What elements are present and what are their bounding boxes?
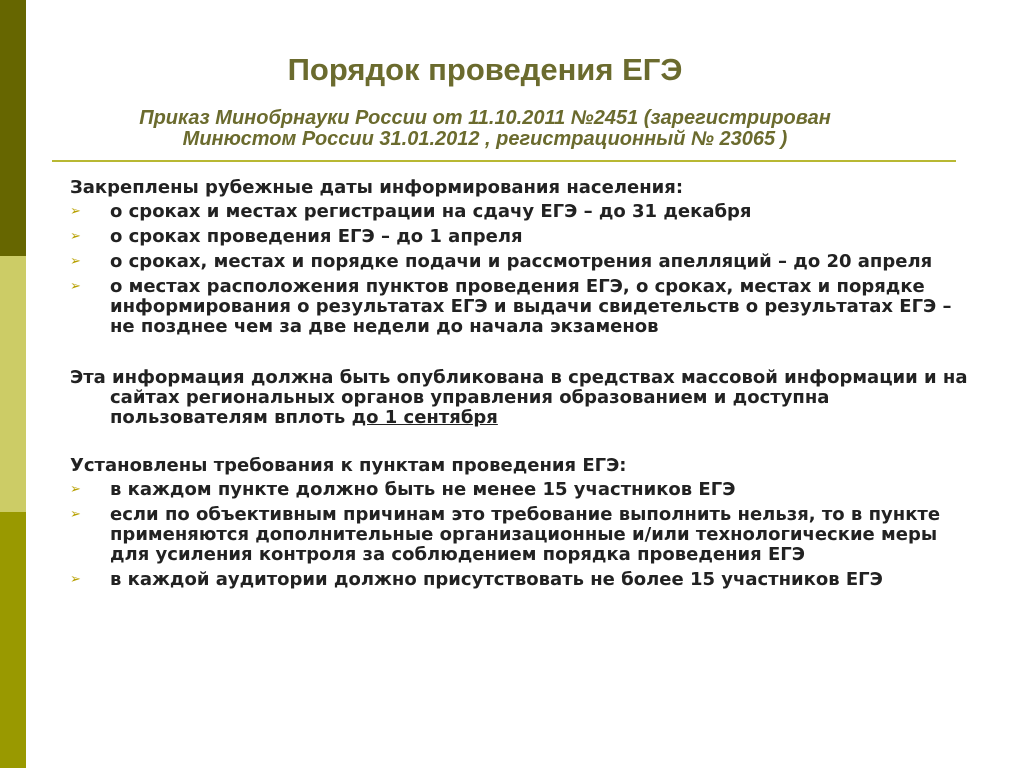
- section2-deadline: до 1 сентября: [351, 407, 498, 428]
- subtitle-line-1: Приказ Минобрнауки России от 11.10.2011 №2451 (зарегистрирован: [139, 107, 831, 129]
- slide-subtitle: [60, 108, 910, 150]
- list-item: [70, 505, 970, 565]
- bullet-arrow-icon: ➢: [70, 229, 81, 244]
- bullet-arrow-icon: ➢: [70, 204, 81, 219]
- section3-lead: Установлены требования к пунктам проведения ЕГЭ:: [70, 455, 627, 476]
- list-item: [70, 202, 970, 222]
- list-item-text: о сроках и местах регистрации на сдачу ЕГЭ – до 31 декабря: [110, 201, 752, 222]
- title-divider: [52, 160, 956, 162]
- section3-list: [70, 480, 970, 590]
- list-item-text: в каждом пункте должно быть не менее 15 участников ЕГЭ: [110, 479, 736, 500]
- spacer: [70, 342, 970, 368]
- bullet-arrow-icon: ➢: [70, 507, 81, 522]
- section1-lead: Закреплены рубежные даты информирования населения:: [70, 177, 684, 198]
- side-bar-bottom: [0, 512, 26, 768]
- list-item: [70, 252, 970, 272]
- list-item-text: о сроках, местах и порядке подачи и рассмотрения апелляций – до 20 апреля: [110, 251, 933, 272]
- bullet-arrow-icon: ➢: [70, 254, 81, 269]
- list-item: [70, 570, 970, 590]
- slide-title: Порядок проведения ЕГЭ: [287, 52, 683, 87]
- subtitle-line-2: Минюстом России 31.01.2012 , регистрационный № 23065 ): [182, 128, 788, 150]
- bullet-arrow-icon: ➢: [70, 279, 81, 294]
- bullet-arrow-icon: ➢: [70, 482, 81, 497]
- slide-body: [70, 178, 970, 595]
- list-item-text: о местах расположения пунктов проведения ЕГЭ, о сроках, местах и порядке информирования о результатах ЕГЭ и выдачи свидетельств о результатах ЕГЭ – не позднее чем за две недели до начала экзаменов: [110, 276, 952, 337]
- side-bar-top: [0, 0, 26, 256]
- list-item: [70, 227, 970, 247]
- list-item-text: о сроках проведения ЕГЭ – до 1 апреля: [110, 226, 523, 247]
- section2-paragraph: [70, 368, 970, 428]
- list-item-text: в каждой аудитории должно присутствовать не более 15 участников ЕГЭ: [110, 569, 883, 590]
- side-bar-middle: [0, 256, 26, 512]
- list-item: [70, 277, 970, 337]
- bullet-arrow-icon: ➢: [70, 572, 81, 587]
- list-item: [70, 480, 970, 500]
- section2-text: Эта информация должна быть опубликована в средствах массовой информации и на сайтах региональных органов управления образованием и доступна пользователям вплоть: [70, 367, 968, 428]
- spacer: [70, 432, 970, 456]
- list-item-text: если по объективным причинам это требование выполнить нельзя, то в пункте применяются дополнительные организационные и/или технологические меры для усиления контроля за соблюдением порядка проведения ЕГЭ: [110, 504, 941, 565]
- section1-list: [70, 202, 970, 337]
